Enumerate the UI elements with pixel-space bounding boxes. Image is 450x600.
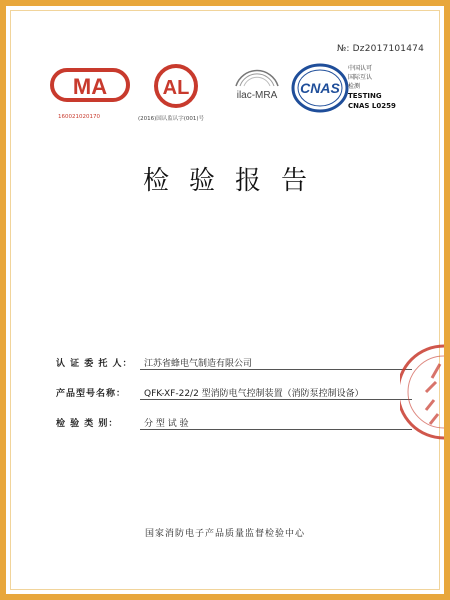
- ilac-mra-logo: [226, 64, 288, 116]
- inspection-seal: [400, 344, 444, 444]
- field-value: QFK-XF-22/2 型消防电气控制装置（消防泵控制设备）: [144, 389, 364, 399]
- cnas-line-2: 国际互认: [348, 74, 373, 81]
- cnas-logo: [290, 62, 350, 118]
- field-value: 江苏省蜂电气制造有限公司: [144, 359, 253, 369]
- field-row-product: [56, 386, 406, 416]
- field-value: 分 型 试 验: [144, 419, 189, 429]
- cnas-logo-text: CNAS: [300, 80, 340, 96]
- report-title: 检验报告: [142, 166, 327, 196]
- field-row-client: [56, 356, 406, 386]
- field-label: 认 证 委 托 人：: [56, 359, 133, 369]
- cal-caption: (2016)国认监认字(001)号: [138, 116, 205, 122]
- field-underline: [140, 429, 412, 430]
- field-row-category: [56, 416, 406, 446]
- cnas-line-4: TESTING: [348, 92, 382, 100]
- field-label: 产品型号名称：: [56, 389, 127, 399]
- cal-logo-text: AL: [162, 77, 190, 99]
- issuing-organization: 国家消防电子产品质量监督检验中心: [144, 529, 305, 539]
- cnas-side-text: [348, 64, 428, 111]
- field-underline: [140, 399, 412, 400]
- cnas-line-3: 检测: [348, 83, 361, 90]
- ilac-mra-text: ilac-MRA: [236, 90, 278, 101]
- field-underline: [140, 369, 412, 370]
- cma-code: 160021020170: [58, 114, 100, 120]
- cal-logo: [152, 62, 200, 114]
- cnas-line-5: CNAS L0259: [348, 102, 396, 110]
- cma-logo-text: MA: [72, 74, 108, 99]
- report-fields: [56, 356, 406, 446]
- cma-logo: [50, 64, 130, 114]
- certificate-number: №: Dz2017101474: [336, 44, 424, 54]
- field-label: 检 验 类 别：: [56, 419, 119, 429]
- cnas-line-1: 中国认可: [348, 65, 373, 72]
